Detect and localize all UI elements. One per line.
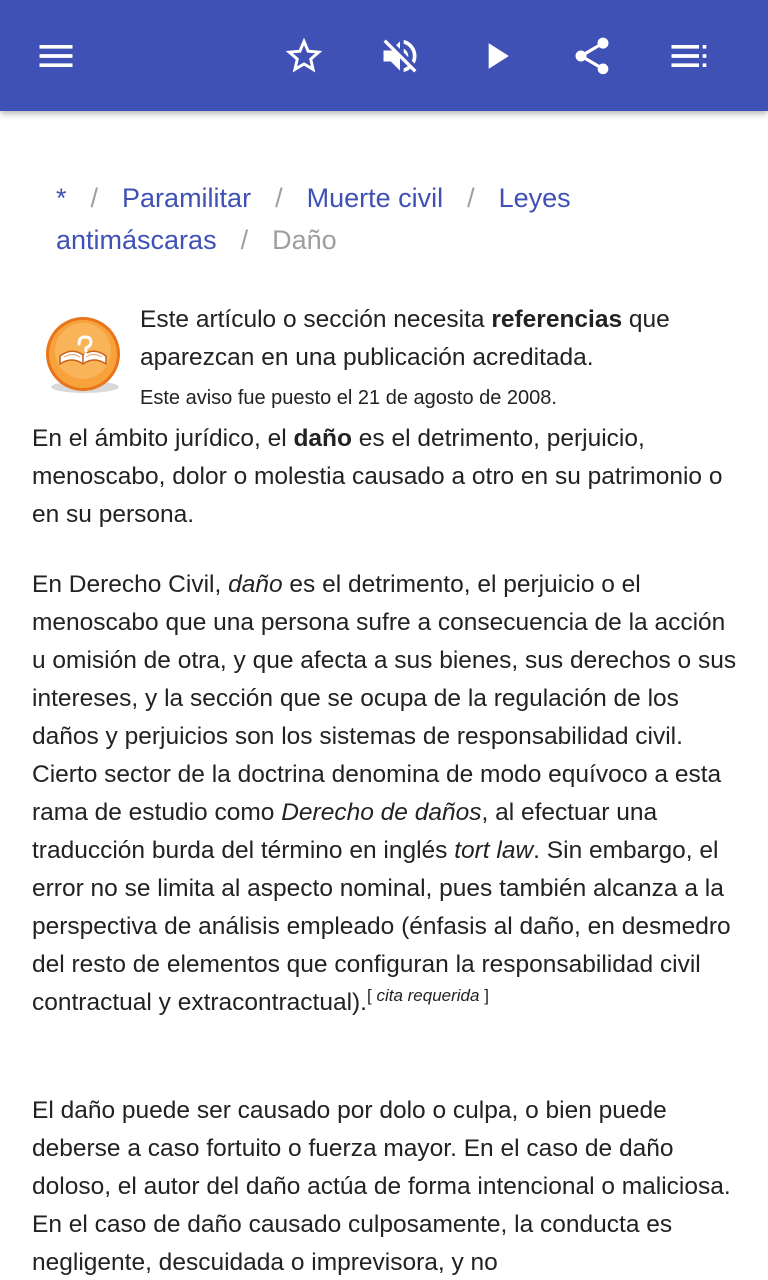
share-button[interactable] <box>560 24 624 88</box>
favorite-button[interactable] <box>272 24 336 88</box>
menu-icon <box>34 34 78 78</box>
app-bar <box>0 0 768 111</box>
paragraph-intro: En el ámbito jurídico, el daño es el detrimento, perjuicio, menoscabo, dolor o molestia causado a otro en su patrimonio o en su persona. <box>32 425 723 528</box>
breadcrumb-item-leyes-antimascaras[interactable]: Leyes antimáscaras <box>56 183 571 255</box>
share-icon <box>570 34 614 78</box>
play-button[interactable] <box>464 24 528 88</box>
breadcrumb-item-home[interactable]: * <box>56 183 67 213</box>
paragraph-dolo-culpa: El daño puede ser causado por dolo o culpa, o bien puede deberse a caso fortuito o fuerza mayor. En el caso de daño doloso, el autor del daño actúa de forma intencional o maliciosa. En el caso de daño causado culposamente, la conducta es negligente, descuidada o imprevisora, y no <box>32 1097 731 1276</box>
contents-button[interactable] <box>656 24 720 88</box>
play-icon <box>474 34 518 78</box>
mute-button[interactable] <box>368 24 432 88</box>
book-question-icon <box>40 311 130 401</box>
citation-needed[interactable]: [ cita requerida ] <box>367 985 489 1005</box>
breadcrumb-current: Daño <box>272 225 337 255</box>
references-notice <box>40 301 740 421</box>
breadcrumb-item-paramilitar[interactable]: Paramilitar <box>122 183 252 213</box>
breadcrumb-separator: / <box>275 183 283 213</box>
breadcrumb <box>56 177 736 261</box>
notice-bold: referencias <box>491 306 623 333</box>
breadcrumb-item-muerte-civil[interactable]: Muerte civil <box>306 183 444 213</box>
contents-list-icon <box>666 34 710 78</box>
menu-button[interactable] <box>24 24 88 88</box>
star-icon <box>282 34 326 78</box>
notice-date: Este aviso fue puesto el 21 de agosto de 2008. <box>140 387 557 409</box>
breadcrumb-separator: / <box>240 225 249 255</box>
volume-off-icon <box>378 34 422 78</box>
breadcrumb-separator: / <box>467 183 475 213</box>
notice-text: Este artículo o sección necesita referencias que aparezcan en una publicación acreditada. <box>140 306 670 371</box>
article-content <box>0 111 768 1280</box>
term-dano: daño <box>293 425 352 452</box>
paragraph-derecho-civil: En Derecho Civil, daño es el detrimento, el perjuicio o el menoscabo que una persona sufre a consecuencia de la acción u omisión de otra, y que afecta a sus bienes, sus derechos o sus intereses, y la sección que se ocupa de la regulación de los daños y perjuicios son los sistemas de responsabilidad civil. Cierto sector de la doctrina denomina de modo equívoco a esta rama de estudio como Derecho de daños, al efectuar una traducción burda del término en inglés tort law. Sin embargo, el error no se limita al aspecto nominal, pues también alcanza a la perspectiva de análisis empleado (énfasis al daño, en desmedro del resto de elementos que configuran la responsabilidad civil contractual y extracontractual).[ cita requerida ] <box>32 571 737 1016</box>
breadcrumb-separator: / <box>90 183 99 213</box>
